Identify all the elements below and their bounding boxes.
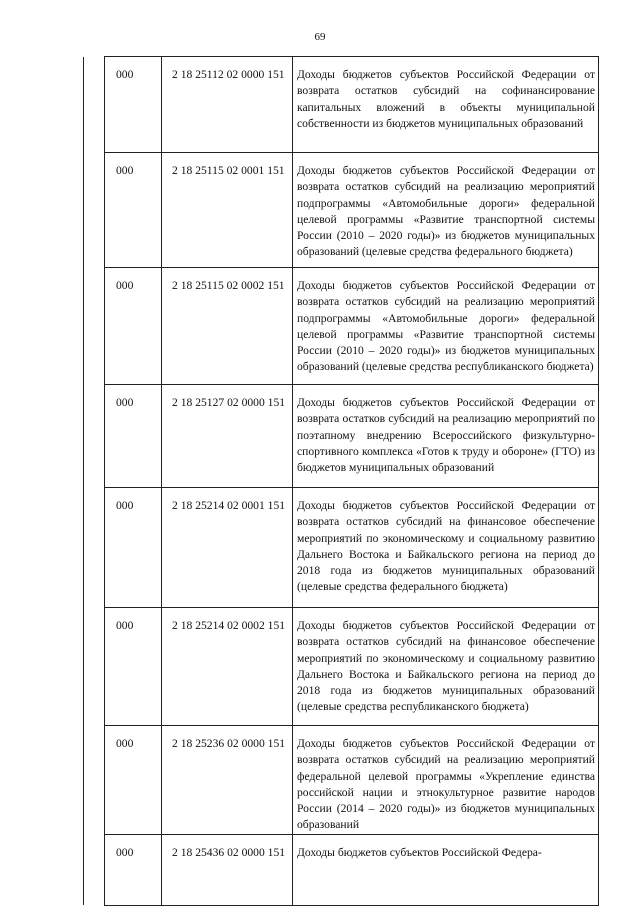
- description-cell: Доходы бюджетов субъектов Российской Федерации от возврата остатков субсидий на реализацию мероприятий подпрограммы «Автомобильные дороги» федеральной целевой программы «Развитие транспортной системы России (2010 – 2020 годы)» из бюджетов муниципальных образований (целевые средства федерального бюджета): [293, 153, 599, 268]
- margin-cell: [84, 57, 105, 153]
- description-cell: Доходы бюджетов субъектов Российской Федерации от возврата остатков субсидий на реализацию мероприятий подпрограммы «Автомобильные дороги» федеральной целевой программы «Развитие транспортной системы России (2010 – 2020 годы)» из бюджетов муниципальных образований (целевые средства республиканского бюджета): [293, 268, 599, 385]
- kbk-code-cell: 2 18 25436 02 0000 151: [162, 834, 293, 905]
- budget-codes-table: [83, 56, 599, 906]
- table-row: [84, 153, 599, 268]
- admin-code-cell: 000: [105, 834, 162, 905]
- margin-cell: [84, 608, 105, 726]
- admin-code-cell: 000: [105, 57, 162, 153]
- admin-code-cell: 000: [105, 488, 162, 608]
- margin-cell: [84, 726, 105, 835]
- table-row: [84, 385, 599, 488]
- kbk-code-cell: 2 18 25236 02 0000 151: [162, 726, 293, 835]
- margin-cell: [84, 385, 105, 488]
- page-number: 69: [314, 31, 326, 43]
- table-row: [84, 57, 599, 153]
- kbk-code-cell: 2 18 25214 02 0001 151: [162, 488, 293, 608]
- kbk-code-cell: 2 18 25115 02 0002 151: [162, 268, 293, 385]
- description-cell: Доходы бюджетов субъектов Российской Федерации от возврата остатков субсидий на реализацию мероприятий по поэтапному внедрению Всероссийского физкультурно-спортивного комплекса «Готов к труду и обороне» (ГТО) из бюджетов муниципальных образований: [293, 385, 599, 488]
- kbk-code-cell: 2 18 25214 02 0002 151: [162, 608, 293, 726]
- admin-code-cell: 000: [105, 726, 162, 835]
- description-cell: Доходы бюджетов субъектов Российской Федерации от возврата остатков субсидий на финансовое обеспечение мероприятий по экономическому и социальному развитию Дальнего Востока и Байкальского региона на период до 2018 года из бюджетов муниципальных образований (целевые средства федерального бюджета): [293, 488, 599, 608]
- admin-code-cell: 000: [105, 268, 162, 385]
- description-cell: Доходы бюджетов субъектов Российской Федера-: [293, 834, 599, 905]
- admin-code-cell: 000: [105, 608, 162, 726]
- margin-cell: [84, 834, 105, 905]
- table-row: [84, 268, 599, 385]
- kbk-code-cell: 2 18 25115 02 0001 151: [162, 153, 293, 268]
- description-cell: Доходы бюджетов субъектов Российской Федерации от возврата остатков субсидий на финансовое обеспечение мероприятий по экономическому и социальному развитию Дальнего Востока и Байкальского региона на период до 2018 года из бюджетов муниципальных образований (целевые средства республиканского бюджета): [293, 608, 599, 726]
- kbk-code-cell: 2 18 25127 02 0000 151: [162, 385, 293, 488]
- description-cell: Доходы бюджетов субъектов Российской Федерации от возврата остатков субсидий на софинансирование капитальных вложений в объекты муниципальной собственности из бюджетов муниципальных образований: [293, 57, 599, 153]
- margin-cell: [84, 153, 105, 268]
- admin-code-cell: 000: [105, 385, 162, 488]
- table-row: [84, 608, 599, 726]
- table-row: [84, 726, 599, 835]
- margin-cell: [84, 268, 105, 385]
- kbk-code-cell: 2 18 25112 02 0000 151: [162, 57, 293, 153]
- description-cell: Доходы бюджетов субъектов Российской Федерации от возврата остатков субсидий на реализацию мероприятий федеральной целевой программы «Укрепление единства российской нации и этнокультурное развитие народов России (2014 – 2020 годы)» из бюджетов муниципальных образований: [293, 726, 599, 835]
- table-row: [84, 488, 599, 608]
- admin-code-cell: 000: [105, 153, 162, 268]
- margin-cell: [84, 488, 105, 608]
- table-row: [84, 834, 599, 905]
